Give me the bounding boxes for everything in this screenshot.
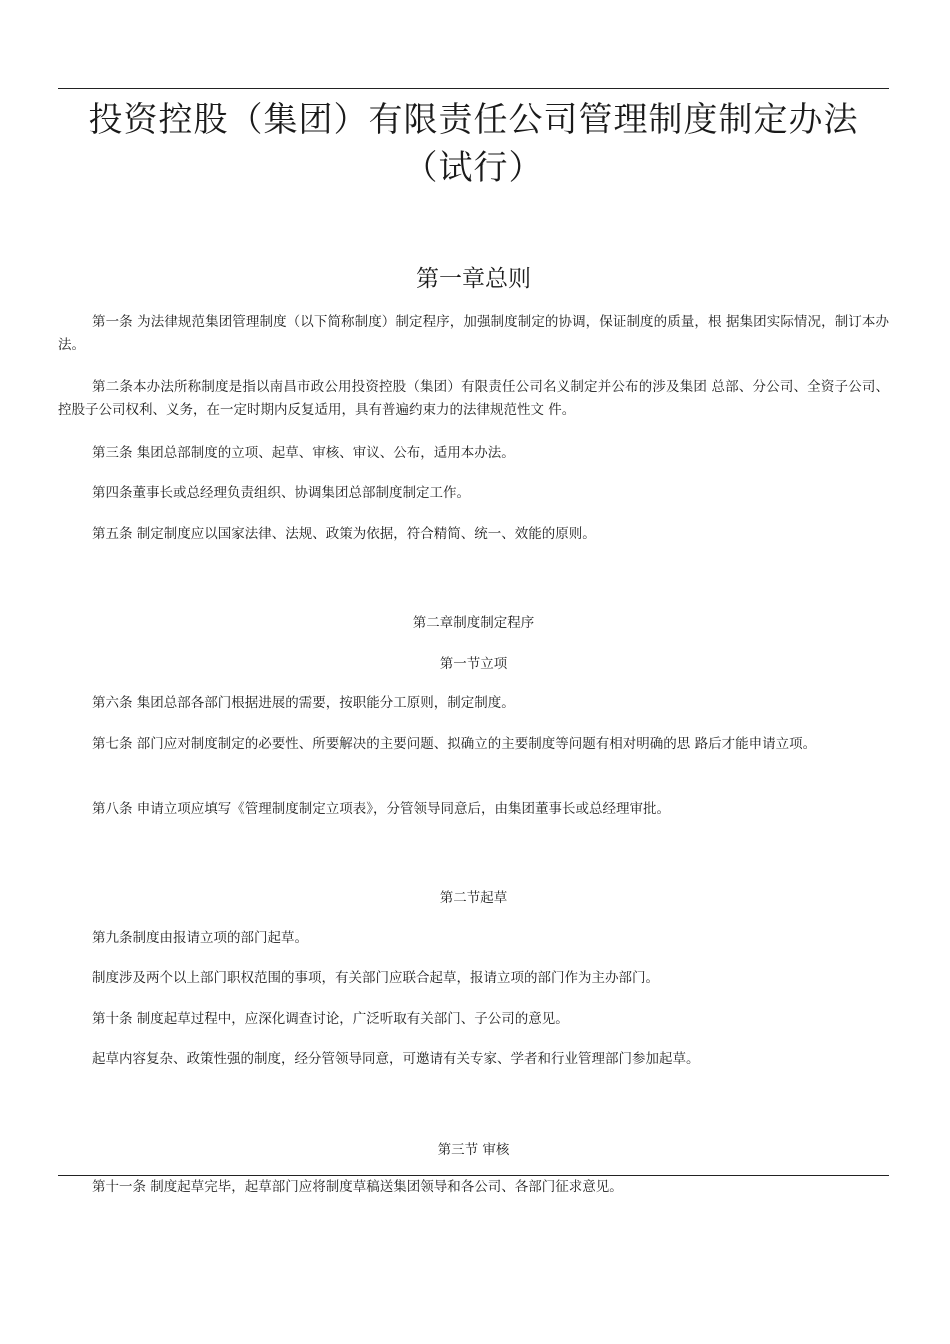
article-2: 第二条本办法所称制度是指以南昌市政公用投资控股（集团）有限责任公司名义制定并公布的涉及集团 总部、分公司、全资子公司、控股子公司权利、义务，在一定时期内反复适用，具有普遍约束力的法律规范性文 件。 [58, 379, 889, 418]
section-1-heading: 第一节立项 [439, 656, 508, 672]
document-title: 投资控股（集团）有限责任公司管理制度制定办法（试行） [88, 100, 859, 188]
top-rule [58, 88, 889, 89]
article-9-para-2: 制度涉及两个以上部门职权范围的事项，有关部门应联合起草，报请立项的部门作为主办部门。 [92, 970, 659, 986]
article-10-para-2: 起草内容复杂、政策性强的制度，经分管领导同意，可邀请有关专家、学者和行业管理部门参加起草。 [92, 1051, 700, 1067]
article-9: 第九条制度由报请立项的部门起草。 [92, 930, 308, 946]
article-4: 第四条董事长或总经理负责组织、协调集团总部制度制定工作。 [92, 485, 470, 501]
article-1: 第一条 为法律规范集团管理制度（以下简称制度）制定程序，加强制度制定的协调，保证制度的质量，根 据集团实际情况，制订本办法。 [58, 314, 889, 353]
chapter-1-heading: 第一章总则 [416, 266, 531, 292]
article-6: 第六条 集团总部各部门根据进展的需要，按职能分工原则，制定制度。 [92, 695, 515, 711]
article-3: 第三条 集团总部制度的立项、起草、审核、审议、公布，适用本办法。 [92, 445, 515, 461]
section-2-heading: 第二节起草 [439, 890, 508, 906]
article-11: 第十一条 制度起草完毕，起草部门应将制度草稿送集团领导和各公司、各部门征求意见。 [92, 1179, 623, 1195]
article-7: 第七条 部门应对制度制定的必要性、所要解决的主要问题、拟确立的主要制度等问题有相对明确的思 路后才能申请立项。 [92, 736, 817, 752]
article-5: 第五条 制定制度应以国家法律、法规、政策为依据，符合精简、统一、效能的原则。 [92, 526, 596, 542]
section-3-heading: 第三节 审核 [437, 1142, 510, 1158]
article-10: 第十条 制度起草过程中，应深化调查讨论，广泛听取有关部门、子公司的意见。 [92, 1011, 569, 1027]
chapter-2-heading: 第二章制度制定程序 [412, 615, 535, 631]
article-8: 第八条 申请立项应填写《管理制度制定立项表》，分管领导同意后，由集团董事长或总经理审批。 [92, 801, 671, 817]
